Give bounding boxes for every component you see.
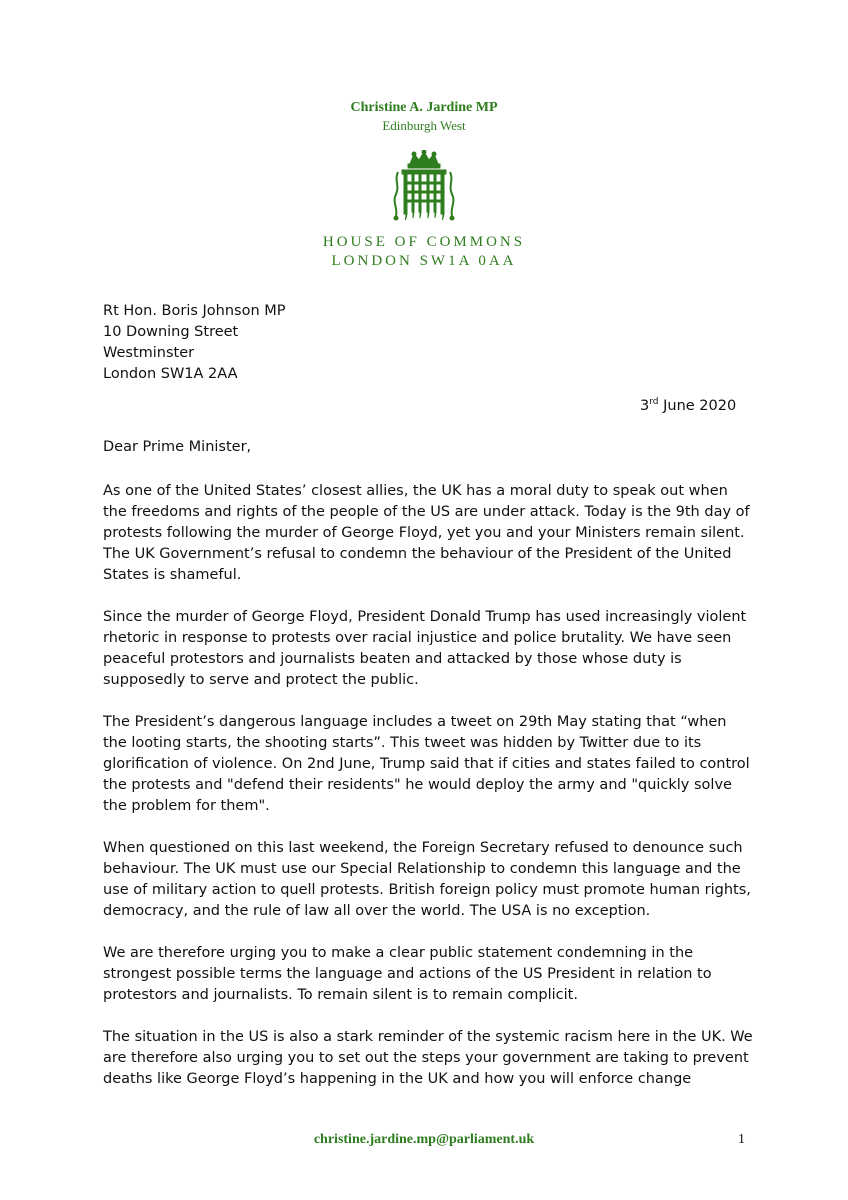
date-suffix: rd: [649, 397, 659, 407]
paragraph: When questioned on this last weekend, the Foreign Secretary refused to denounce such behaviour. The UK must use our Special Relationship to condemn this language and the use of military action to quell protests. British foreign policy must promote human rights, democracy, and the rule of law all over the world. The USA is no exception.: [103, 840, 751, 919]
letter-date: [640, 397, 736, 414]
paragraph: The President’s dangerous language includes a tweet on 29th May stating that “when the looting starts, the shooting starts”. This tweet was hidden by Twitter due to its glorification of violence. On 2nd June, Trump said that if cities and states failed to control the protests and "defend their residents" he would deploy the army and "quickly solve the problem for them".: [103, 714, 750, 814]
constituency: Edinburgh West: [382, 118, 466, 133]
paragraph: The situation in the US is also a stark reminder of the systemic racism here in the UK. We are therefore also urging you to set out the steps your government are taking to prevent deaths like George Floyd’s happening in the UK and how you will enforce change: [103, 1029, 753, 1087]
date-rest: June 2020: [658, 397, 737, 414]
recipient-address: [103, 301, 286, 385]
mp-name: Christine A. Jardine MP: [350, 100, 498, 115]
recipient-line: Rt Hon. Boris Johnson MP: [103, 303, 286, 319]
date-day: 3: [640, 397, 650, 414]
paragraph: We are therefore urging you to make a clear public statement condemning in the strongest possible terms the language and actions of the US President in relation to protestors and journalists. To remain silent is to remain complicit.: [103, 945, 712, 1003]
paragraph: As one of the United States’ closest allies, the UK has a moral duty to speak out when the freedoms and rights of the people of the US are under attack. Today is the 9th day of protests following the murder of George Floyd, yet you and your Ministers remain silent. The UK Government’s refusal to condemn the behaviour of the President of the United States is shameful.: [103, 483, 750, 583]
footer-email[interactable]: christine.jardine.mp@parliament.uk: [313, 1132, 535, 1147]
letter-body: [103, 481, 753, 1111]
recipient-line: Westminster: [103, 345, 195, 361]
portcullis-icon: [390, 150, 458, 224]
recipient-line: 10 Downing Street: [103, 324, 239, 340]
house-of-commons: HOUSE OF COMMONS: [322, 234, 526, 250]
salutation: Dear Prime Minister,: [103, 439, 252, 455]
page-number: 1: [738, 1132, 745, 1147]
recipient-line: London SW1A 2AA: [103, 366, 238, 382]
letterhead-address: LONDON SW1A 0AA: [331, 253, 517, 269]
paragraph: Since the murder of George Floyd, President Donald Trump has used increasingly violent rhetoric in response to protests over racial injustice and police brutality. We have seen peaceful protestors and journalists beaten and attacked by those whose duty is supposedly to serve and protect the public.: [103, 609, 747, 688]
